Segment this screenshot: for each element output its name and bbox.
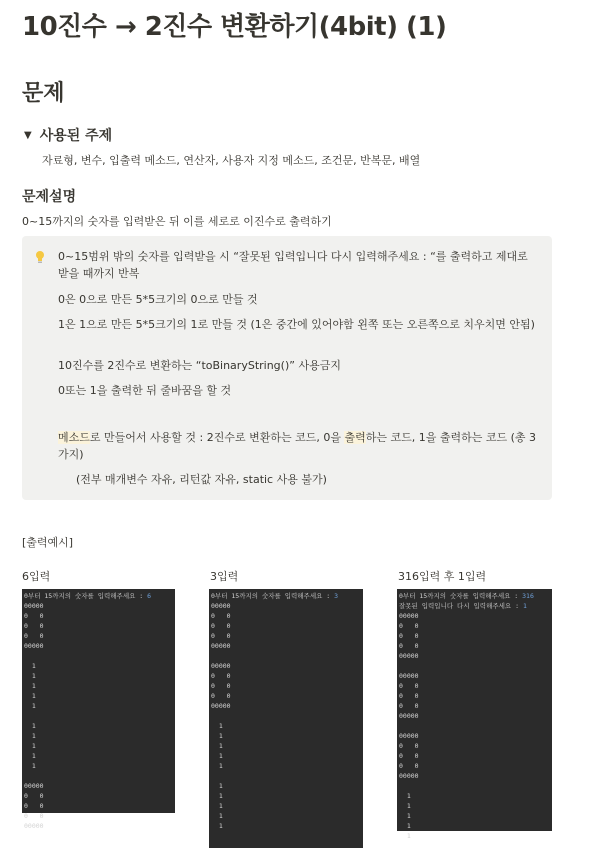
console-input: 316 [522,592,534,600]
console-prompt: 0부터 15까지의 숫자를 입력해주세요 : [399,592,523,600]
callout-line-2: 0은 0으로 만든 5*5크기의 0으로 만들 것 [58,293,258,306]
console-retry-input: 1 [522,602,527,610]
example-caption-3: 316입력 후 1입력 [398,570,487,583]
toggle-arrow-icon[interactable]: ▼ [24,129,32,141]
console-prompt: 0부터 15까지의 숫자를 입력해주세요 : [24,592,148,600]
callout-line-5: 0또는 1을 출력한 뒤 줄바꿈을 할 것 [58,384,232,397]
callout-line-6 [58,429,538,463]
requirements-callout [22,236,552,500]
example-caption-2: 3입력 [210,570,239,583]
lightbulb-icon [35,250,45,264]
highlight-method: 메소드 [58,431,90,444]
toggle-label: 사용된 주제 [39,128,113,144]
example-label: [출력예시] [22,536,74,549]
section-title: 문제 [22,81,65,106]
example-caption-1: 6입력 [22,570,51,583]
console-body: 00000 0 0 0 0 0 0 00000 1 1 1 1 1 1 1 1 1 1 00000 0 0 0 0 0 0 00000 [24,602,44,830]
problem-description: 0~15까지의 숫자를 입력받은 뒤 이를 세로로 이진수로 출력하기 [22,215,332,228]
console-output-3 [397,589,552,840]
callout-line-1: 0~15범위 밖의 숫자를 입력받을 시 “잘못된 입력입니다 다시 입력해주세요 : “를 출력하고 제대로 받을 때까지 반복 [58,250,528,280]
callout-line-6-b: 하는 코드, 1을 출력하는 코드 (총 3가지) [58,431,536,461]
callout-line-4: 10진수를 2진수로 변환하는 “toBinaryString()” 사용금지 [58,359,341,372]
console-input: 6 [147,592,152,600]
callout-line-6-a: 로 만들어서 사용할 것 : 2진수로 변환하는 코드, 0을 [89,431,345,444]
topics-toggle[interactable] [24,125,112,145]
problem-subtitle: 문제설명 [22,189,77,205]
console-output-2 [209,589,363,848]
console-body: 00000 0 0 0 0 0 0 00000 00000 0 0 0 0 0 0 00000 1 1 1 1 1 1 1 1 1 1 [211,602,231,830]
page-title: 10진수 → 2진수 변환하기(4bit) (1) [22,12,447,42]
console-body: 00000 0 0 0 0 0 0 00000 00000 0 0 0 0 0 0 00000 00000 0 0 0 0 0 0 00000 1 1 1 1 1 [399,612,419,840]
topics-text: 자료형, 변수, 입출력 메소드, 연산자, 사용자 지정 메소드, 조건문, 반복문, 배열 [42,154,421,167]
console-prompt: 0부터 15까지의 숫자를 입력해주세요 : [211,592,335,600]
console-retry-prompt: 잘못된 입력입니다 다시 입력해주세요 : [399,602,523,610]
callout-line-7: (전부 매개변수 자유, 리턴값 자유, static 사용 불가) [76,473,327,486]
callout-line-3: 1은 1으로 만든 5*5크기의 1로 만들 것 (1은 중간에 있어야함 왼쪽 또는 오른쪽으로 치우치면 안됨) [58,318,535,331]
console-input: 3 [334,592,339,600]
console-output-1 [22,589,175,830]
highlight-output: 출력 [344,431,366,444]
